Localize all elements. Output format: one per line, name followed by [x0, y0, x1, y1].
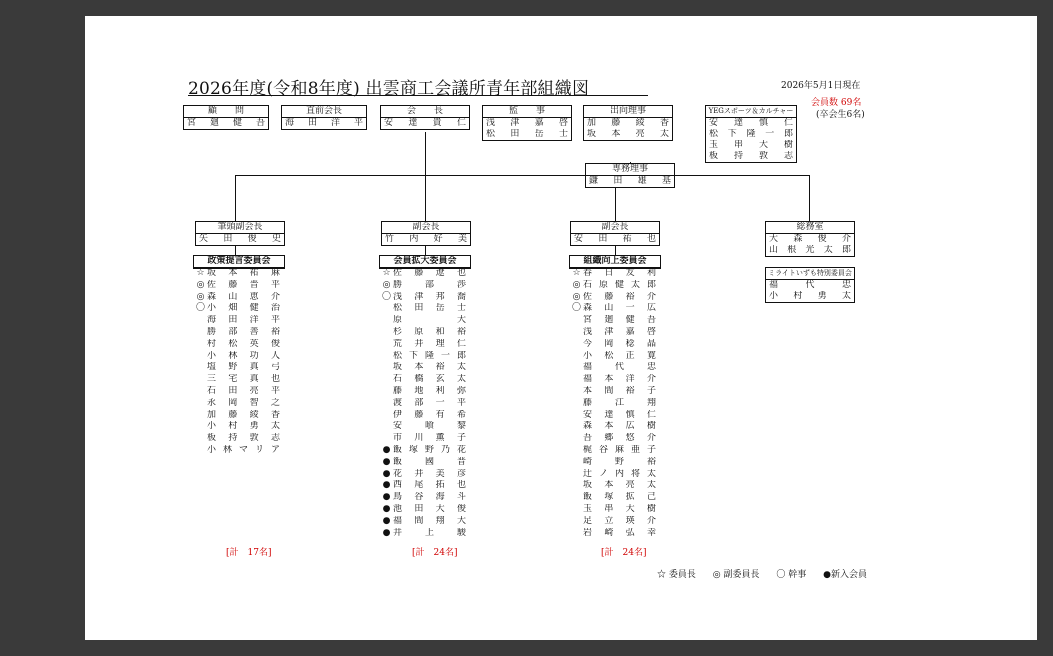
member-name: 今 岡 稔 晶	[583, 338, 656, 349]
member-role-mark: ◎	[196, 291, 205, 302]
senior-vice-president-box	[195, 221, 285, 246]
committee-member-row	[380, 398, 468, 410]
member-role-mark	[570, 480, 583, 492]
committee-member-row	[570, 292, 658, 304]
yeg-sports-title: YEGスポーツ＆カルチャー	[706, 106, 796, 118]
member-role-mark	[380, 339, 393, 351]
member-name: 塩 野 真 弓	[207, 362, 280, 373]
committee-member-row	[194, 268, 282, 280]
member-name: 加 藤 綾 香	[207, 409, 280, 420]
member-name: 浅 津 嘉 啓	[583, 326, 656, 337]
connector-line	[235, 175, 810, 176]
member-role-mark	[380, 303, 393, 315]
member-role-mark: 〇	[381, 291, 391, 302]
member-name: 藤 江 翔	[583, 397, 656, 408]
member-name: 本 間 裕 子	[583, 385, 656, 396]
auditor-name: 浅 津 嘉 啓	[486, 118, 568, 128]
connector-line	[235, 175, 236, 221]
committee-member-row	[380, 339, 468, 351]
committee-title: 会員拡大委員会	[380, 256, 470, 268]
committee-member-row	[194, 445, 282, 457]
committee-member-list	[194, 268, 282, 457]
member-role-mark	[194, 315, 207, 327]
member-role-mark	[380, 315, 393, 327]
president-name: 安 達 貴 仁	[384, 118, 466, 128]
member-name: 板 持 敦 志	[207, 433, 280, 444]
committee-member-row	[194, 410, 282, 422]
committee-member-row	[570, 410, 658, 422]
committee-member-row	[570, 280, 658, 292]
member-role-mark	[194, 351, 207, 363]
vice-president-name: 竹 内 好 美	[385, 234, 467, 244]
committee-member-row	[380, 410, 468, 422]
member-name: 飯 國 晋	[393, 456, 466, 467]
committee-total: [計 24名]	[412, 548, 458, 558]
member-name: 宮 廻 健 吾	[583, 315, 656, 326]
committee-member-row	[380, 504, 468, 516]
member-role-mark: ●	[382, 503, 391, 514]
legend-vice-chair: ◎ 副委員長	[712, 570, 760, 580]
past-president-box	[281, 105, 367, 130]
committee-member-row	[194, 421, 282, 433]
member-name: 坂 本 亮 太	[583, 480, 656, 491]
committee-member-row	[570, 492, 658, 504]
member-name: 佐 藤 晋 平	[207, 279, 280, 290]
committee-member-row	[570, 469, 658, 481]
special-committee-name: 小 村 勇 太	[769, 291, 851, 301]
vice-president-box	[570, 221, 660, 246]
member-name: 岩 崎 弘 幸	[583, 527, 656, 538]
committee-member-row	[570, 268, 658, 280]
member-name: 伊 藤 有 希	[393, 409, 466, 420]
vice-president-name: 安 田 祐 也	[574, 234, 656, 244]
member-name: 森 山 一 広	[583, 303, 656, 314]
member-role-mark: ◎	[572, 279, 581, 290]
committee-member-row	[194, 398, 282, 410]
member-name: 石 橋 玄 太	[393, 374, 466, 385]
committee-member-row	[570, 421, 658, 433]
committee-member-row	[570, 315, 658, 327]
committee-member-row	[380, 386, 468, 398]
graduate-count: (卒会生6名)	[816, 110, 865, 120]
member-name: 池 田 大 俊	[393, 503, 466, 514]
committee-member-row	[380, 268, 468, 280]
member-role-mark	[380, 386, 393, 398]
member-role-mark	[194, 374, 207, 386]
yeg-sports-name: 松 下 隆 一 郎	[709, 129, 793, 139]
committee-member-row	[194, 362, 282, 374]
committee-member-list	[570, 268, 658, 539]
member-role-mark: ●	[382, 480, 391, 491]
member-name: 足 立 瑛 介	[583, 515, 656, 526]
committee-member-row	[570, 433, 658, 445]
member-role-mark	[570, 386, 583, 398]
committee-box	[379, 255, 471, 269]
legend-new-member: ●新入会員	[823, 570, 867, 580]
member-name: 小 林 マ リ ア	[207, 444, 280, 455]
committee-member-row	[570, 303, 658, 315]
committee-box	[569, 255, 661, 269]
executive-director-title: 専務理事	[586, 164, 674, 176]
seconded-director-box	[583, 105, 673, 141]
seconded-director-title: 出向理事	[584, 106, 672, 118]
committee-member-row	[194, 315, 282, 327]
committee-member-row	[194, 292, 282, 304]
special-committee-name: 福 代 忠	[769, 280, 851, 290]
member-role-mark: ◎	[572, 291, 581, 302]
member-name: 渡 部 一 平	[393, 397, 466, 408]
member-name: 藤 地 利 弥	[393, 385, 466, 396]
general-affairs-box	[765, 221, 855, 257]
committee-member-row	[570, 339, 658, 351]
advisor-title: 顧 問	[184, 106, 268, 118]
vice-president-title: 副会長	[571, 222, 659, 234]
member-role-mark: ●	[382, 468, 391, 479]
vice-president-title: 副会長	[382, 222, 470, 234]
president-title: 会 長	[381, 106, 469, 118]
member-role-mark: ●	[382, 515, 391, 526]
committee-member-row	[570, 351, 658, 363]
member-role-mark	[380, 374, 393, 386]
yeg-sports-box	[705, 105, 797, 163]
member-role-mark	[194, 410, 207, 422]
member-role-mark	[194, 339, 207, 351]
member-role-mark: 〇	[195, 303, 205, 314]
member-role-mark	[570, 339, 583, 351]
committee-title: 政策提言委員会	[194, 256, 284, 268]
member-name: 原 大	[393, 315, 466, 326]
member-role-mark	[570, 315, 583, 327]
member-role-mark	[380, 398, 393, 410]
member-name: 鳥 谷 海 斗	[393, 492, 466, 503]
committee-member-row	[194, 280, 282, 292]
committee-member-row	[570, 457, 658, 469]
member-role-mark	[570, 528, 583, 540]
legend-chair: ☆ 委員長	[657, 570, 696, 580]
member-role-mark	[194, 362, 207, 374]
member-name: 佐 藤 遼 也	[393, 268, 466, 278]
committee-member-row	[380, 480, 468, 492]
member-name: 安 達 慎 仁	[583, 409, 656, 420]
member-count: 会員数 69名	[811, 98, 862, 108]
member-name: 浅 津 邦 喬	[393, 291, 466, 302]
legend-secretary: 〇 幹事	[776, 570, 807, 580]
committee-member-row	[380, 292, 468, 304]
committee-member-row	[570, 386, 658, 398]
member-role-mark	[570, 504, 583, 516]
committee-member-row	[194, 351, 282, 363]
member-name: 福 本 洋 介	[583, 374, 656, 385]
member-role-mark: ●	[382, 527, 391, 538]
member-name: 石 原 健 太 郎	[583, 279, 656, 290]
member-name: 井 上 駿	[393, 527, 466, 538]
member-role-mark	[570, 351, 583, 363]
vice-president-title: 筆頭副会長	[196, 222, 284, 234]
member-role-mark	[570, 410, 583, 422]
general-affairs-name: 大 森 俊 介	[769, 234, 851, 244]
connector-line	[809, 175, 810, 221]
committee-member-row	[570, 516, 658, 528]
committee-member-row	[194, 374, 282, 386]
member-name: 梶 谷 麻 亜 子	[583, 444, 656, 455]
committee-box	[193, 255, 285, 269]
committee-member-row	[380, 303, 468, 315]
member-role-mark	[570, 492, 583, 504]
committee-title: 組織向上委員会	[570, 256, 660, 268]
committee-total: [計 17名]	[226, 548, 272, 558]
member-name: 吾 郷 悠 介	[583, 433, 656, 444]
member-name: 小 畑 健 治	[207, 303, 280, 314]
general-affairs-title: 総務室	[766, 222, 854, 234]
member-role-mark: ◎	[196, 279, 205, 290]
member-name: 小 村 勇 太	[207, 421, 280, 432]
member-name: 春 日 友 利	[583, 268, 656, 278]
committee-member-row	[380, 528, 468, 540]
yeg-sports-name: 板 持 敦 志	[709, 151, 793, 161]
member-role-mark	[570, 374, 583, 386]
member-role-mark	[570, 362, 583, 374]
member-name: 坂 本 裕 太	[393, 362, 466, 373]
member-role-mark	[380, 351, 393, 363]
member-role-mark	[194, 421, 207, 433]
committee-member-row	[570, 504, 658, 516]
member-name: 飯 塚 拡 己	[583, 492, 656, 503]
member-name: 松 田 岳 士	[393, 303, 466, 314]
yeg-sports-name: 安 達 慎 仁	[709, 118, 793, 128]
committee-member-row	[194, 303, 282, 315]
advisor-box	[183, 105, 269, 130]
committee-member-row	[380, 362, 468, 374]
committee-member-row	[380, 457, 468, 469]
auditor-name: 松 田 岳 士	[486, 129, 568, 139]
committee-member-row	[380, 327, 468, 339]
member-role-mark	[570, 516, 583, 528]
member-name: 石 田 亮 平	[207, 385, 280, 396]
member-name: 村 松 英 俊	[207, 338, 280, 349]
connector-line	[425, 175, 426, 221]
committee-total: [計 24名]	[601, 548, 647, 558]
auditor-box	[482, 105, 572, 141]
vice-president-name: 矢 田 俊 史	[199, 234, 281, 244]
member-role-mark	[570, 327, 583, 339]
committee-member-row	[380, 492, 468, 504]
committee-member-row	[380, 469, 468, 481]
yeg-sports-name: 玉 串 大 樹	[709, 140, 793, 150]
executive-director-name: 鎌 田 雄 基	[589, 176, 671, 186]
committee-member-row	[380, 374, 468, 386]
member-role-mark	[194, 398, 207, 410]
member-name: 勝 部 渉	[393, 279, 466, 290]
member-name: 福 間 翔 大	[393, 515, 466, 526]
member-role-mark: ☆	[382, 268, 391, 278]
member-name: 小 林 功 人	[207, 350, 280, 361]
committee-member-row	[194, 339, 282, 351]
special-committee-box	[765, 267, 855, 303]
member-name: 安 喰 黎	[393, 421, 466, 432]
committee-member-row	[380, 445, 468, 457]
member-name: 杉 原 和 裕	[393, 326, 466, 337]
page-title: 2026年度(令和8年度) 出雲商工会議所青年部組織図	[188, 79, 590, 99]
member-role-mark: ●	[382, 456, 391, 467]
vice-president-box	[381, 221, 471, 246]
connector-line	[235, 245, 236, 255]
member-role-mark	[194, 445, 207, 457]
committee-member-row	[194, 433, 282, 445]
member-name: 辻 ノ 内 将 太	[583, 468, 656, 479]
member-role-mark: 〇	[571, 303, 581, 314]
member-role-mark	[380, 362, 393, 374]
special-committee-title: ミライトいずも特別委員会	[766, 268, 854, 280]
member-role-mark	[570, 457, 583, 469]
member-name: 永 岡 智 之	[207, 397, 280, 408]
committee-member-row	[380, 433, 468, 445]
member-name: 森 山 恵 介	[207, 291, 280, 302]
committee-member-row	[570, 398, 658, 410]
committee-member-list	[380, 268, 468, 539]
title-underline	[188, 95, 648, 96]
as-of-date: 2026年5月1日現在	[781, 81, 861, 91]
member-name: 海 田 洋 平	[207, 315, 280, 326]
member-name: 森 本 広 樹	[583, 421, 656, 432]
member-name: 松 下 隆 一 郎	[393, 350, 466, 361]
connector-line	[615, 245, 616, 255]
president-box	[380, 105, 470, 130]
past-president-name: 海 田 洋 平	[285, 118, 363, 128]
auditor-title: 監 事	[483, 106, 571, 118]
connector-line	[425, 132, 426, 176]
member-role-mark	[194, 327, 207, 339]
member-role-mark: ●	[382, 444, 391, 455]
member-name: 玉 串 大 樹	[583, 503, 656, 514]
member-role-mark	[570, 445, 583, 457]
general-affairs-name: 山 根 光 太 郎	[769, 245, 851, 255]
member-role-mark	[570, 469, 583, 481]
seconded-director-name: 坂 本 亮 太	[587, 129, 669, 139]
committee-member-row	[570, 445, 658, 457]
committee-member-row	[570, 480, 658, 492]
advisor-name: 宮 廻 健 吾	[187, 118, 265, 128]
committee-member-row	[570, 374, 658, 386]
member-name: 勝 部 善 裕	[207, 326, 280, 337]
member-name: 荒 井 理 仁	[393, 338, 466, 349]
committee-member-row	[570, 362, 658, 374]
member-name: 市 川 薫 子	[393, 433, 466, 444]
committee-member-row	[380, 315, 468, 327]
legend	[657, 567, 881, 580]
member-role-mark	[380, 327, 393, 339]
committee-member-row	[570, 327, 658, 339]
committee-member-row	[380, 280, 468, 292]
committee-member-row	[380, 421, 468, 433]
committee-member-row	[380, 516, 468, 528]
committee-member-row	[194, 386, 282, 398]
member-role-mark	[380, 433, 393, 445]
member-name: 西 尾 拓 也	[393, 480, 466, 491]
member-name: 飯 塚 野 乃 花	[393, 444, 466, 455]
connector-line	[425, 245, 426, 255]
member-role-mark	[570, 421, 583, 433]
committee-member-row	[194, 327, 282, 339]
seconded-director-name: 加 藤 綾 香	[587, 118, 669, 128]
member-role-mark	[570, 398, 583, 410]
member-name: 花 井 美 彦	[393, 468, 466, 479]
member-role-mark	[380, 421, 393, 433]
member-name: 佐 藤 裕 介	[583, 291, 656, 302]
member-role-mark	[570, 433, 583, 445]
member-role-mark: ◎	[382, 279, 391, 290]
member-name: 福 代 忠	[583, 362, 656, 373]
member-role-mark: ☆	[196, 268, 205, 278]
member-name: 崎 野 裕	[583, 456, 656, 467]
org-chart-page	[85, 16, 1037, 640]
committee-member-row	[570, 528, 658, 540]
member-role-mark	[380, 410, 393, 422]
member-name: 三 宅 真 也	[207, 374, 280, 385]
member-role-mark: ●	[382, 492, 391, 503]
member-name: 坂 本 祐 麻	[207, 268, 280, 278]
member-role-mark	[194, 433, 207, 445]
past-president-title: 直前会長	[282, 106, 366, 118]
committee-member-row	[380, 351, 468, 363]
member-name: 小 松 正 寛	[583, 350, 656, 361]
member-role-mark	[194, 386, 207, 398]
member-role-mark: ☆	[572, 268, 581, 278]
executive-director-box	[585, 163, 675, 188]
